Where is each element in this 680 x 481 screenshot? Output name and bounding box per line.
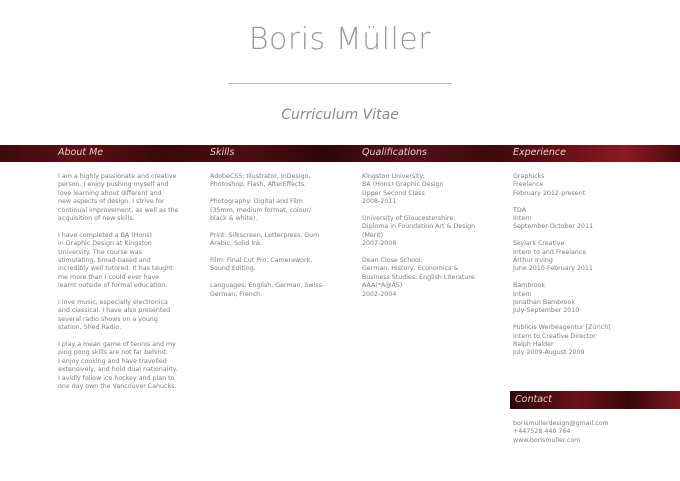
qualification-item: University of Gloucestershire: Diploma in Foundation Art & Design (Merit) 2007-2008 xyxy=(362,215,476,248)
skill-item: Print: Silkscreen, Letterpress, Gum Arabic, Solid Ink. xyxy=(210,231,320,248)
skill-item: Photography: Digital and Film (35mm, medium format, colour/ black & white). xyxy=(210,198,312,223)
skills-column xyxy=(210,173,350,307)
experience-item: TDA Intern September-October 2011 xyxy=(513,206,594,231)
contact-details: borismullerdesign@gmail.com +447528 440 764 www.borismuller.com xyxy=(513,420,609,444)
about-paragraph: I love music, especially electronica and classical. I have also presented several radio shows on a young station, Shed Radio. xyxy=(58,299,171,332)
qualifications-heading: Qualifications xyxy=(362,147,427,158)
about-paragraph: I play a mean game of tennis and my ping pong skills are not far behind. I enjoy cooking and have travelled extensively, and hold dual nationality. I avidly follow ice hockey and plan to one day own the Vancouver Canucks. xyxy=(58,341,178,391)
about-me-column xyxy=(58,173,198,400)
page-subtitle: Curriculum Vitae xyxy=(281,107,399,123)
experience-item: Publicis Werbeagentur [Zürich] Intern to Creative Director Ralph Halder July 2009-August 2009 xyxy=(513,324,611,357)
skill-item: Film: Final Cut Pro, Camerawork, Sound Editing. xyxy=(210,257,313,273)
title-divider xyxy=(228,83,452,84)
about-paragraph: I am a highly passionate and creative person. I enjoy pushing myself and love learning about different and new aspects of design. I strive for continual improvement, as well as the acquisition of new skills. xyxy=(58,173,179,223)
qualification-item: Kingston University: BA (Hons) Graphic Design Upper Second Class 2008-2011 xyxy=(362,173,444,206)
qualifications-column xyxy=(362,173,502,307)
experience-item: Skylark Creative Intern to and Freelance Arthur Irving June 2010-February 2011 xyxy=(513,240,593,273)
skills-heading: Skills xyxy=(210,147,235,158)
qualification-item: Dean Close School: German, History, Economics & Business Studies, English Literature AAA(*A@AS) 2002-2004 xyxy=(362,257,475,298)
experience-column xyxy=(513,173,673,366)
contact-heading: Contact xyxy=(515,394,552,405)
experience-heading: Experience xyxy=(513,147,566,158)
page-title: Boris Müller xyxy=(248,22,432,57)
experience-item: Bambrook Intern Jonathan Bambrook July-September 2010 xyxy=(513,282,580,315)
about-paragraph: I have completed a BA (Hons) in Graphic Design at Kingston University. The course was stimulating, broad-based and incredibly well tutored. It has taught me more than I could ever have learnt outside of formal education. xyxy=(58,231,173,290)
skill-item: AdobeCS5: Illustrator, InDesign, Photoshop, Flash, AfterEffects. xyxy=(210,173,311,189)
experience-item: Graphicks Freelance February 2012-present xyxy=(513,173,586,197)
about-me-heading: About Me xyxy=(58,147,104,158)
skill-item: Languages: English, German, Swiss- German, French. xyxy=(210,282,325,298)
